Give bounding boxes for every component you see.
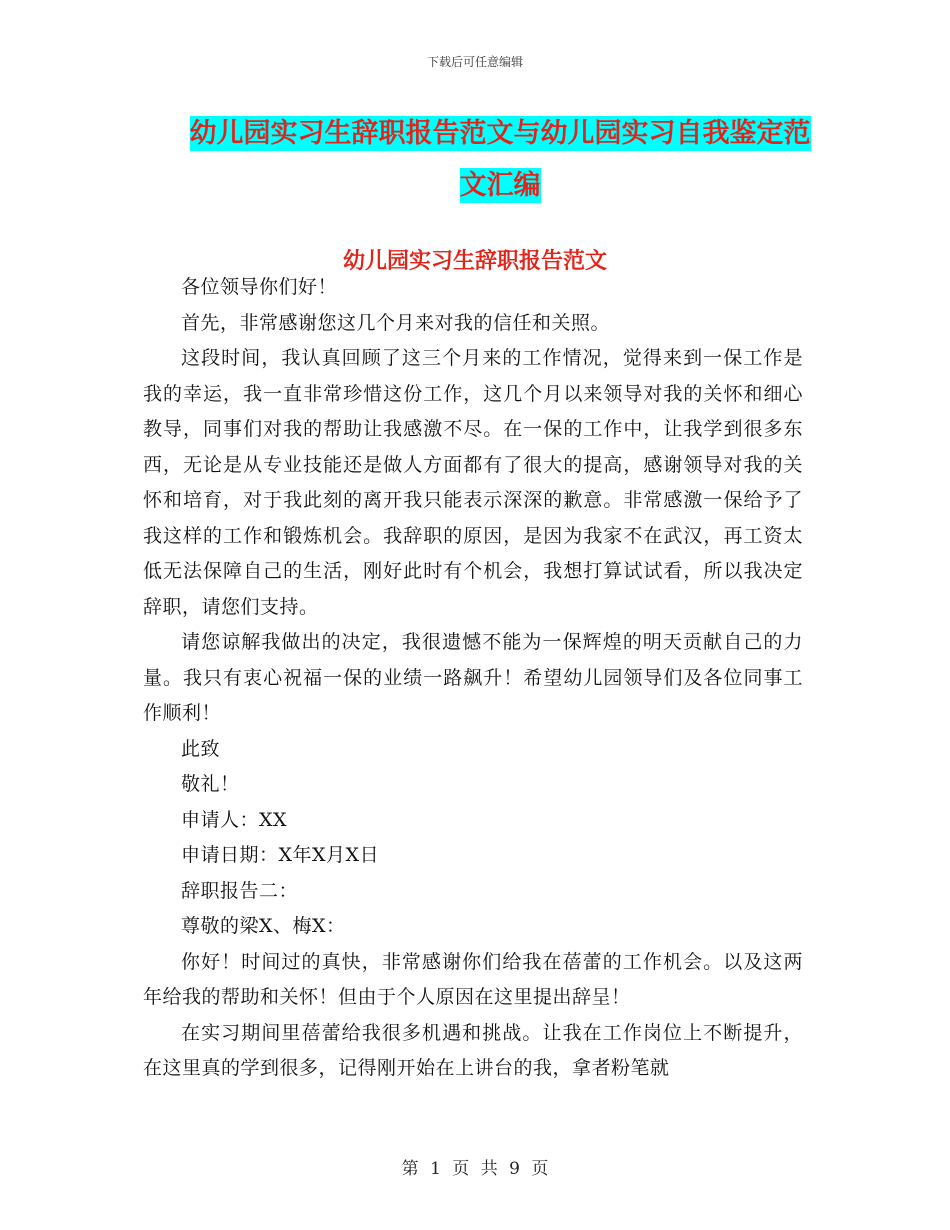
paragraph: 敬礼！: [181, 773, 240, 795]
title-line-2: 文汇编: [459, 170, 541, 201]
section-title: 幼儿园实习生辞职报告范文: [342, 248, 607, 274]
page-header: 下载后可任意编辑: [426, 55, 523, 69]
paragraph: 首先，非常感谢您这几个月来对我的信任和关照。: [181, 311, 611, 334]
page-footer: 第 1 页 共 9 页: [401, 1159, 549, 1179]
paragraph: 各位领导你们好！: [181, 276, 338, 298]
paragraph: 此致: [181, 737, 221, 760]
paragraph: 请您谅解我做出的决定，我很遗憾不能为一保辉煌的明天贡献自己的力量。我只有衷心祝福一保的业绩一路飙升！希望幼儿园领导们及各位同事工作顺利！: [143, 631, 803, 724]
title-line-1: 幼儿园实习生辞职报告范文与幼儿园实习自我鉴定范: [189, 118, 811, 149]
paragraph: 在实习期间里蓓蕾给我很多机遇和挑战。让我在工作岗位上不断提升，在这里真的学到很多，记得刚开始在上讲台的我，拿者粉笔就: [143, 1021, 803, 1079]
document-title: [180, 108, 820, 212]
paragraph: 辞职报告二：: [181, 879, 299, 902]
paragraph: 这段时间，我认真回顾了这三个月来的工作情况，觉得来到一保工作是我的幸运，我一直非常珍惜这份工作，这几个月以来领导对我的关怀和细心教导，同事们对我的帮助让我感激不尽。在一保的工作中，让我学到很多东西，无论是从专业技能还是做人方面都有了很大的提高，感谢领导对我的关怀和培育，对于我此刻的离开我只能表示深深的歉意。非常感激一保给予了我这样的工作和锻炼机会。我辞职的原因，是因为我家不在武汉，再工资太低无法保障自己的生活，刚好此时有个机会，我想打算试试看，所以我决定辞职，请您们支持。: [143, 347, 803, 618]
paragraph: 尊敬的梁X、梅X：: [181, 915, 346, 937]
document-body: [143, 270, 803, 1087]
paragraph: 你好！时间过的真快，非常感谢你们给我在蓓蕾的工作机会。以及这两年给我的帮助和关怀！但由于个人原因在这里提出辞呈！: [143, 950, 803, 1008]
paragraph: 申请人：XX: [181, 808, 288, 831]
paragraph: 申请日期：X年X月X日: [181, 844, 380, 866]
